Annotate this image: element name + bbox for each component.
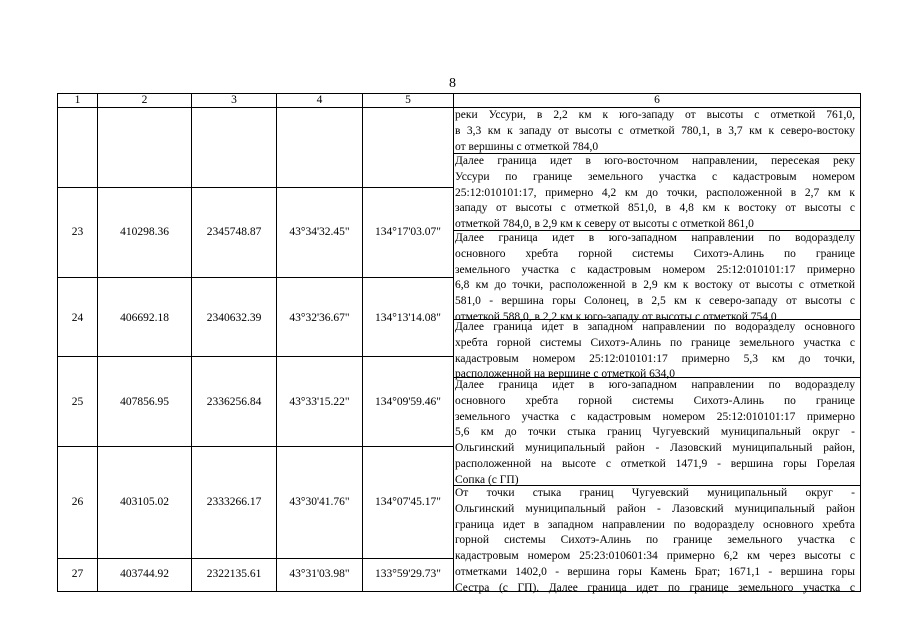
longitude: 133°59'29.73"	[375, 568, 441, 580]
boundary-description	[455, 486, 855, 597]
description-line: реки Уссури, в 2,2 км к юго-западу от высоты с отметкой 761,0,	[455, 109, 855, 121]
point-number: 25	[71, 396, 84, 408]
row-separator	[57, 187, 453, 188]
description-line: граница идет в западном направлении по водоразделу основного хребта	[455, 518, 855, 531]
coord-x: 410298.36	[120, 226, 169, 238]
column-header-5: 5	[405, 94, 411, 106]
coord-x: 403105.02	[120, 496, 169, 508]
col-border	[97, 93, 98, 592]
description-line: расположенной на высоте с отметкой 1471,9 - вершина горы Горелая	[455, 457, 855, 470]
coord-y: 2336256.84	[206, 396, 262, 408]
description-line: основного хребта горной системы Сихотэ-Алинь по границе	[455, 394, 855, 407]
description-line: расположенной на вершине с отметкой 634,0	[455, 368, 676, 381]
description-line: 6,8 км до точки, расположенной в 2,9 км к востоку от высоты с отметкой	[455, 279, 855, 292]
longitude: 134°09'59.46"	[375, 396, 441, 408]
description-line: кадастровым номером 25:12:010101:17 примерно 5,3 км до точки,	[455, 352, 855, 365]
boundary-description	[455, 378, 855, 489]
description-line: Ольгинский муниципальный район - Лазовский муниципальный район	[455, 502, 855, 515]
coord-y: 2322135.61	[206, 568, 262, 580]
col-border	[453, 93, 454, 592]
boundary-description	[455, 108, 855, 155]
row-separator	[57, 558, 453, 559]
latitude: 43°30'41.76"	[289, 496, 350, 508]
row-separator	[57, 277, 453, 278]
description-line: Сопка (с ГП)	[455, 473, 519, 486]
point-number: 26	[71, 496, 84, 508]
latitude: 43°34'32.45"	[289, 226, 350, 238]
boundary-description	[455, 154, 855, 233]
point-number: 24	[71, 312, 84, 324]
description-line: кадастровым номером 25:23:010601:34 примерно 6,2 км через высоты с	[455, 550, 855, 563]
coord-x: 406692.18	[120, 312, 169, 324]
latitude: 43°32'36.67"	[289, 312, 350, 324]
description-line: 581,0 - вершина горы Солонец, в 2,5 км к северо-западу от высоты с	[455, 295, 855, 308]
row-separator	[57, 446, 453, 447]
description-line: Ольгинский муниципальный район - Лазовский муниципальный район,	[455, 442, 855, 455]
column-header-2: 2	[141, 94, 148, 106]
description-line: Далее граница идет в юго-западном направлении по водоразделу	[455, 232, 855, 244]
latitude: 43°33'15.22"	[289, 396, 350, 408]
description-line: земельного участка с кадастровым номером 25:12:010101:17 примерно	[455, 263, 855, 276]
boundary-description	[455, 320, 855, 383]
coord-y: 2333266.17	[206, 496, 262, 508]
description-line: 5,6 км до точки стыка границ Чугуевский муниципальный округ -	[455, 426, 855, 439]
coord-y: 2345748.87	[206, 226, 262, 238]
col-border	[860, 93, 861, 592]
description-line: западу от высоты с отметкой 851,0, в 4,8 км к востоку от высоты с	[455, 202, 855, 215]
description-line: основного хребта горной системы Сихотэ-Алинь по границе	[455, 247, 855, 260]
description-line: хребта горной системы Сихотэ-Алинь по границе земельного участка с	[455, 336, 855, 349]
coord-x: 403744.92	[120, 568, 169, 580]
description-line: горной системы Сихотэ-Алинь по границе земельного участка с	[455, 534, 855, 547]
column-header-6: 6	[654, 94, 660, 106]
page-number: 8	[449, 76, 456, 91]
description-line: Далее граница идет в юго-западном направлении по водоразделу	[455, 379, 855, 391]
description-line: Уссури по границе земельного участка с кадастровым номером	[455, 170, 855, 183]
coord-y: 2340632.39	[206, 312, 262, 324]
description-line: в 3,3 км к западу от высоты с отметкой 780,1, в 3,7 км к северо-востоку	[455, 124, 855, 137]
coord-x: 407856.95	[120, 396, 169, 408]
description-line: отметкой 588,0, в 2,2 км к юго-западу от высоты с отметкой 754,0	[455, 310, 777, 323]
description-line: земельного участка с кадастровым номером 25:12:010101:17 примерно	[455, 410, 855, 423]
description-line: Далее граница идет в юго-восточном направлении, пересекая реку	[455, 155, 855, 167]
description-line: От точки стыка границ Чугуевский муниципальный округ -	[455, 487, 855, 499]
longitude: 134°17'03.07"	[375, 226, 441, 238]
description-line: 25:12:010101:17, примерно 4,2 км до точки, расположенной в 2,7 км к	[455, 186, 855, 199]
col-border	[362, 93, 363, 592]
description-line: от вершины с отметкой 784,0	[455, 140, 599, 153]
row-separator	[57, 356, 453, 357]
description-line: отметкой 784,0, в 2,9 км к северу от высоты с отметкой 861,0	[455, 218, 754, 231]
longitude: 134°07'45.17"	[375, 496, 441, 508]
col-border	[276, 93, 277, 592]
column-header-3: 3	[231, 94, 237, 106]
longitude: 134°13'14.08"	[375, 312, 441, 324]
point-number: 23	[71, 226, 84, 238]
point-number: 27	[71, 568, 84, 580]
column-header-4: 4	[316, 94, 323, 106]
latitude: 43°31'03.98"	[289, 568, 350, 580]
description-line: Далее граница идет в западном направлении по водоразделу основного	[455, 321, 855, 333]
description-line: Сестра (с ГП). Далее граница идет по границе земельного участка с	[455, 581, 855, 594]
col-border	[191, 93, 192, 592]
boundary-description	[455, 231, 855, 326]
column-header-1: 1	[74, 94, 81, 106]
col-border	[57, 93, 58, 592]
description-line: отметками 1402,0 - вершина горы Камень Брат; 1671,1 - вершина горы	[455, 565, 855, 578]
